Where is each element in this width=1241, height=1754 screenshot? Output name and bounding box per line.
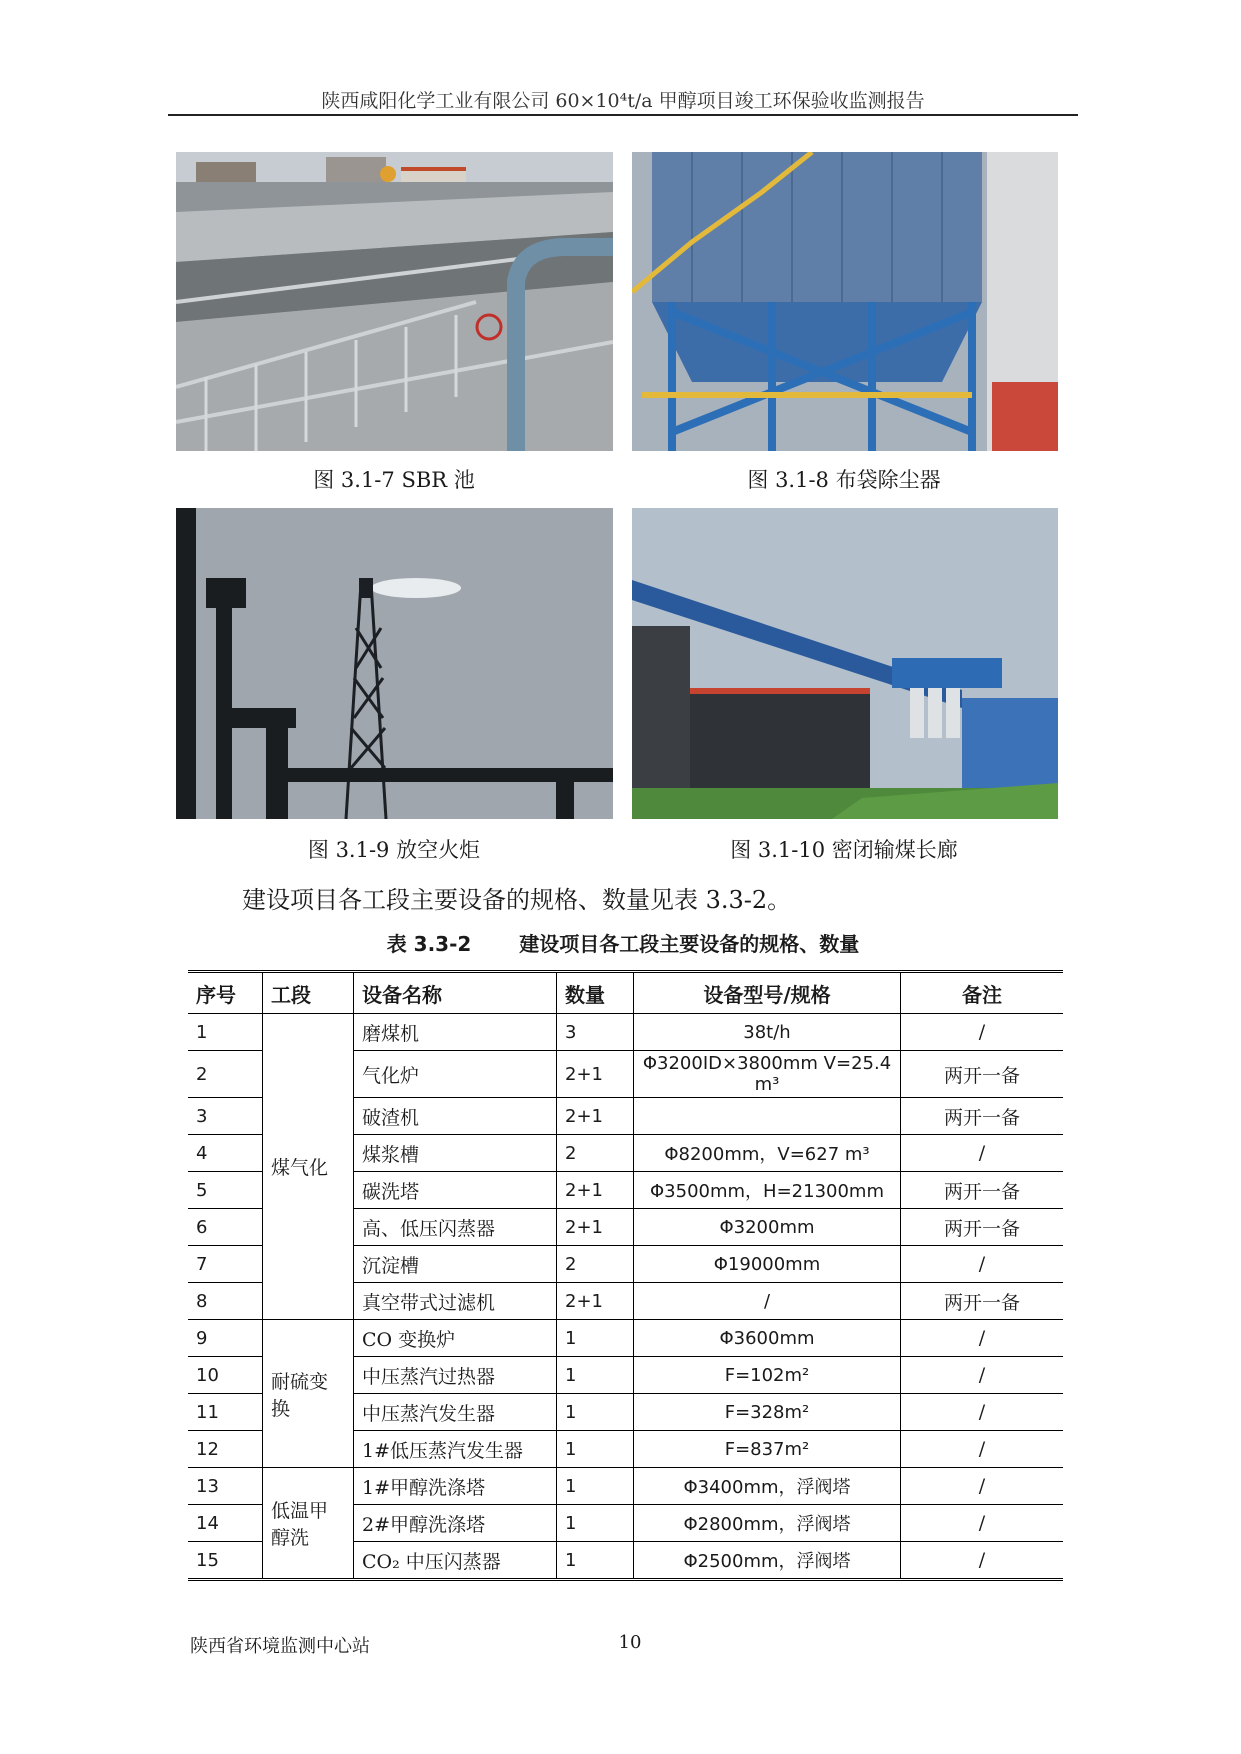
row-note: / <box>901 1135 1064 1172</box>
row-qty: 2 <box>557 1246 634 1283</box>
row-spec: 38t/h <box>634 1014 901 1051</box>
row-name: 气化炉 <box>354 1051 557 1098</box>
row-name: 碳洗塔 <box>354 1172 557 1209</box>
row-note: 两开一备 <box>901 1051 1064 1098</box>
header-qty: 数量 <box>557 972 634 1014</box>
row-name: 真空带式过滤机 <box>354 1283 557 1320</box>
row-spec: Φ3200ID×3800mm V=25.4 m³ <box>634 1051 901 1098</box>
row-note: / <box>901 1431 1064 1468</box>
row-qty: 2+1 <box>557 1098 634 1135</box>
row-note: 两开一备 <box>901 1209 1064 1246</box>
header-rule <box>168 114 1078 116</box>
row-qty: 1 <box>557 1468 634 1505</box>
row-spec: Φ2800mm，浮阀塔 <box>634 1505 901 1542</box>
row-note: / <box>901 1014 1064 1051</box>
row-name: CO₂ 中压闪蒸器 <box>354 1542 557 1580</box>
row-spec: F=328m² <box>634 1394 901 1431</box>
header-no: 序号 <box>188 972 263 1014</box>
equipment-table <box>188 970 1063 1581</box>
row-spec <box>634 1098 901 1135</box>
row-note: / <box>901 1246 1064 1283</box>
table-number: 表 3.3-2 <box>386 932 472 956</box>
row-qty: 2+1 <box>557 1209 634 1246</box>
row-spec: F=102m² <box>634 1357 901 1394</box>
table-row <box>188 1468 1063 1505</box>
table-row <box>188 1320 1063 1357</box>
figure-caption: 图 3.1-8 布袋除尘器 <box>747 468 941 492</box>
row-qty: 2+1 <box>557 1051 634 1098</box>
row-qty: 1 <box>557 1394 634 1431</box>
row-name: 煤浆槽 <box>354 1135 557 1172</box>
row-qty: 1 <box>557 1357 634 1394</box>
header-note: 备注 <box>901 972 1064 1014</box>
row-note: 两开一备 <box>901 1283 1064 1320</box>
row-qty: 1 <box>557 1431 634 1468</box>
row-name: 破渣机 <box>354 1098 557 1135</box>
row-name: 2#甲醇洗涤塔 <box>354 1505 557 1542</box>
row-no: 12 <box>188 1431 263 1468</box>
row-note: / <box>901 1468 1064 1505</box>
row-name: 1#低压蒸汽发生器 <box>354 1431 557 1468</box>
row-no: 15 <box>188 1542 263 1580</box>
row-no: 13 <box>188 1468 263 1505</box>
row-note: / <box>901 1320 1064 1357</box>
row-qty: 3 <box>557 1014 634 1051</box>
section-coal-gasification: 煤气化 <box>263 1014 354 1320</box>
figure-caption: 图 3.1-10 密闭输煤长廊 <box>730 838 958 862</box>
table-header-row <box>188 972 1063 1014</box>
row-name: CO 变换炉 <box>354 1320 557 1357</box>
row-name: 中压蒸汽发生器 <box>354 1394 557 1431</box>
figure-caption: 图 3.1-7 SBR 池 <box>313 468 475 492</box>
row-qty: 1 <box>557 1542 634 1580</box>
row-spec: Φ19000mm <box>634 1246 901 1283</box>
row-spec: Φ3400mm，浮阀塔 <box>634 1468 901 1505</box>
row-spec: Φ3600mm <box>634 1320 901 1357</box>
row-no: 4 <box>188 1135 263 1172</box>
sbr-tank-photo <box>176 152 613 451</box>
figure-caption: 图 3.1-9 放空火炬 <box>307 838 481 862</box>
row-name: 中压蒸汽过热器 <box>354 1357 557 1394</box>
row-no: 6 <box>188 1209 263 1246</box>
row-spec: Φ8200mm，V=627 m³ <box>634 1135 901 1172</box>
row-no: 7 <box>188 1246 263 1283</box>
table-caption: 建设项目各工段主要设备的规格、数量 <box>519 932 860 956</box>
header-name: 设备名称 <box>354 972 557 1014</box>
row-qty: 2+1 <box>557 1172 634 1209</box>
header-section: 工段 <box>263 972 354 1014</box>
row-no: 8 <box>188 1283 263 1320</box>
header-spec: 设备型号/规格 <box>634 972 901 1014</box>
row-no: 14 <box>188 1505 263 1542</box>
row-note: / <box>901 1357 1064 1394</box>
row-note: / <box>901 1505 1064 1542</box>
table-row <box>188 1014 1063 1051</box>
table-title <box>168 928 1078 957</box>
row-no: 11 <box>188 1394 263 1431</box>
row-no: 1 <box>188 1014 263 1051</box>
row-spec: Φ3200mm <box>634 1209 901 1246</box>
section-sulfur-tolerant-shift: 耐硫变换 <box>263 1320 354 1468</box>
row-note: / <box>901 1542 1064 1580</box>
row-name: 磨煤机 <box>354 1014 557 1051</box>
row-spec: F=837m² <box>634 1431 901 1468</box>
bag-filter-photo <box>632 152 1058 451</box>
row-name: 沉淀槽 <box>354 1246 557 1283</box>
flare-stack-photo <box>176 508 613 819</box>
page-header: 陕西咸阳化学工业有限公司 60×10⁴t/a 甲醇项目竣工环保验收监测报告 <box>321 90 925 112</box>
row-name: 高、低压闪蒸器 <box>354 1209 557 1246</box>
row-no: 2 <box>188 1051 263 1098</box>
row-no: 10 <box>188 1357 263 1394</box>
row-qty: 2 <box>557 1135 634 1172</box>
row-note: 两开一备 <box>901 1098 1064 1135</box>
row-spec: / <box>634 1283 901 1320</box>
row-name: 1#甲醇洗涤塔 <box>354 1468 557 1505</box>
row-no: 5 <box>188 1172 263 1209</box>
row-no: 9 <box>188 1320 263 1357</box>
row-note: 两开一备 <box>901 1172 1064 1209</box>
row-spec: Φ2500mm，浮阀塔 <box>634 1542 901 1580</box>
row-no: 3 <box>188 1098 263 1135</box>
row-qty: 1 <box>557 1320 634 1357</box>
page-number: 10 <box>618 1632 642 1653</box>
coal-conveyor-photo <box>632 508 1058 819</box>
row-qty: 1 <box>557 1505 634 1542</box>
intro-paragraph: 建设项目各工段主要设备的规格、数量见表 3.3-2。 <box>242 886 792 914</box>
section-rectisol: 低温甲醇洗 <box>263 1468 354 1580</box>
row-spec: Φ3500mm，H=21300mm <box>634 1172 901 1209</box>
row-qty: 2+1 <box>557 1283 634 1320</box>
footer-organization: 陕西省环境监测中心站 <box>190 1636 370 1657</box>
row-note: / <box>901 1394 1064 1431</box>
